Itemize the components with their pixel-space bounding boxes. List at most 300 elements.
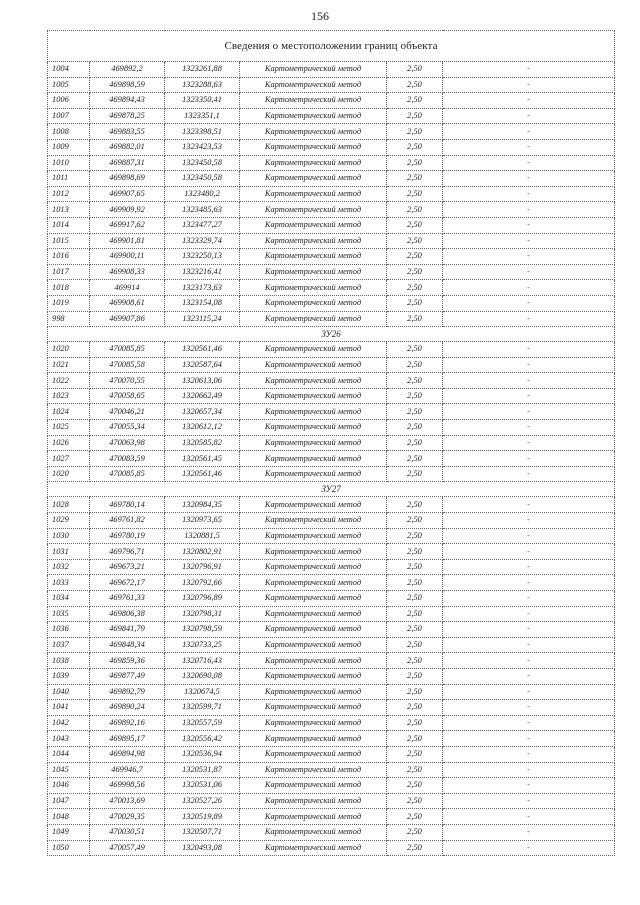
table-row (48, 342, 615, 358)
y-coordinate-cell: 1323350,41 (165, 93, 240, 109)
remark-cell: - (443, 606, 615, 622)
table-row (48, 108, 615, 124)
point-number-cell: 1036 (48, 622, 90, 638)
y-coordinate-cell: 1320973,65 (165, 513, 240, 529)
precision-cell: 2,50 (387, 684, 443, 700)
y-coordinate-cell: 1320674,5 (165, 684, 240, 700)
point-number-cell: 1049 (48, 824, 90, 840)
y-coordinate-cell: 1320557,59 (165, 715, 240, 731)
y-coordinate-cell: 1320733,25 (165, 637, 240, 653)
y-coordinate-cell: 1323261,88 (165, 62, 240, 78)
x-coordinate-cell: 469848,34 (90, 637, 165, 653)
remark-cell: - (443, 466, 615, 482)
y-coordinate-cell: 1323485,63 (165, 202, 240, 218)
remark-cell: - (443, 715, 615, 731)
method-cell: Картометрический метод (240, 233, 387, 249)
precision-cell: 2,50 (387, 762, 443, 778)
x-coordinate-cell: 469908,33 (90, 264, 165, 280)
y-coordinate-cell: 1320556,42 (165, 731, 240, 747)
x-coordinate-cell: 469806,38 (90, 606, 165, 622)
point-number-cell: 1021 (48, 357, 90, 373)
method-cell: Картометрический метод (240, 591, 387, 607)
table-row (48, 62, 615, 78)
section-label: ЗУ27 (48, 482, 615, 497)
precision-cell: 2,50 (387, 715, 443, 731)
table-row (48, 559, 615, 575)
table-row (48, 591, 615, 607)
x-coordinate-cell: 470070,55 (90, 373, 165, 389)
x-coordinate-cell: 469898,69 (90, 171, 165, 187)
x-coordinate-cell: 469890,24 (90, 700, 165, 716)
x-coordinate-cell: 470058,65 (90, 388, 165, 404)
table-row (48, 715, 615, 731)
remark-cell: - (443, 762, 615, 778)
x-coordinate-cell: 469841,79 (90, 622, 165, 638)
remark-cell: - (443, 264, 615, 280)
precision-cell: 2,50 (387, 155, 443, 171)
table-row (48, 746, 615, 762)
method-cell: Картометрический метод (240, 746, 387, 762)
point-number-cell: 1027 (48, 451, 90, 467)
method-cell: Картометрический метод (240, 124, 387, 140)
remark-cell: - (443, 139, 615, 155)
remark-cell: - (443, 809, 615, 825)
table-row (48, 171, 615, 187)
point-number-cell: 1042 (48, 715, 90, 731)
point-number-cell: 1033 (48, 575, 90, 591)
y-coordinate-cell: 1320531,87 (165, 762, 240, 778)
remark-cell: - (443, 497, 615, 513)
remark-cell: - (443, 62, 615, 78)
y-coordinate-cell: 1320716,43 (165, 653, 240, 669)
table-row (48, 249, 615, 265)
point-number-cell: 1032 (48, 559, 90, 575)
remark-cell: - (443, 124, 615, 140)
y-coordinate-cell: 1320561,46 (165, 466, 240, 482)
precision-cell: 2,50 (387, 233, 443, 249)
point-number-cell: 1019 (48, 295, 90, 311)
method-cell: Картометрический метод (240, 824, 387, 840)
point-number-cell: 1040 (48, 684, 90, 700)
x-coordinate-cell: 470013,69 (90, 793, 165, 809)
remark-cell: - (443, 778, 615, 794)
y-coordinate-cell: 1320585,82 (165, 435, 240, 451)
method-cell: Картометрический метод (240, 575, 387, 591)
remark-cell: - (443, 559, 615, 575)
point-number-cell: 1017 (48, 264, 90, 280)
table-row (48, 139, 615, 155)
y-coordinate-cell: 1320612,12 (165, 420, 240, 436)
method-cell: Картометрический метод (240, 622, 387, 638)
method-cell: Картометрический метод (240, 342, 387, 358)
y-coordinate-cell: 1323477,27 (165, 217, 240, 233)
method-cell: Картометрический метод (240, 684, 387, 700)
remark-cell: - (443, 684, 615, 700)
method-cell: Картометрический метод (240, 420, 387, 436)
table-row (48, 217, 615, 233)
precision-cell: 2,50 (387, 840, 443, 856)
method-cell: Картометрический метод (240, 840, 387, 856)
method-cell: Картометрический метод (240, 249, 387, 265)
precision-cell: 2,50 (387, 357, 443, 373)
precision-cell: 2,50 (387, 264, 443, 280)
table-row (48, 186, 615, 202)
precision-cell: 2,50 (387, 637, 443, 653)
x-coordinate-cell: 469673,21 (90, 559, 165, 575)
boundary-coordinates-table (47, 30, 615, 856)
table-row (48, 840, 615, 856)
remark-cell: - (443, 435, 615, 451)
y-coordinate-cell: 1320493,08 (165, 840, 240, 856)
point-number-cell: 1016 (48, 249, 90, 265)
x-coordinate-cell: 470085,85 (90, 342, 165, 358)
remark-cell: - (443, 357, 615, 373)
x-coordinate-cell: 469878,25 (90, 108, 165, 124)
remark-cell: - (443, 731, 615, 747)
y-coordinate-cell: 1323288,63 (165, 77, 240, 93)
table-row (48, 497, 615, 513)
precision-cell: 2,50 (387, 420, 443, 436)
x-coordinate-cell: 470083,59 (90, 451, 165, 467)
method-cell: Картометрический метод (240, 497, 387, 513)
table-row (48, 155, 615, 171)
table-row (48, 435, 615, 451)
x-coordinate-cell: 470055,34 (90, 420, 165, 436)
remark-cell: - (443, 233, 615, 249)
table-row (48, 575, 615, 591)
point-number-cell: 1011 (48, 171, 90, 187)
method-cell: Картометрический метод (240, 373, 387, 389)
method-cell: Картометрический метод (240, 700, 387, 716)
method-cell: Картометрический метод (240, 357, 387, 373)
point-number-cell: 1038 (48, 653, 90, 669)
precision-cell: 2,50 (387, 591, 443, 607)
y-coordinate-cell: 1320796,91 (165, 559, 240, 575)
table-row (48, 233, 615, 249)
y-coordinate-cell: 1323115,24 (165, 311, 240, 327)
method-cell: Картометрический метод (240, 731, 387, 747)
section-header-row (48, 327, 615, 342)
point-number-cell: 1012 (48, 186, 90, 202)
y-coordinate-cell: 1320527,26 (165, 793, 240, 809)
point-number-cell: 1046 (48, 778, 90, 794)
remark-cell: - (443, 700, 615, 716)
remark-cell: - (443, 746, 615, 762)
point-number-cell: 1023 (48, 388, 90, 404)
remark-cell: - (443, 171, 615, 187)
y-coordinate-cell: 1320798,31 (165, 606, 240, 622)
method-cell: Картометрический метод (240, 513, 387, 529)
remark-cell: - (443, 77, 615, 93)
precision-cell: 2,50 (387, 202, 443, 218)
table-row (48, 77, 615, 93)
y-coordinate-cell: 1323154,08 (165, 295, 240, 311)
remark-cell: - (443, 217, 615, 233)
method-cell: Картометрический метод (240, 93, 387, 109)
precision-cell: 2,50 (387, 606, 443, 622)
y-coordinate-cell: 1320507,71 (165, 824, 240, 840)
table-row (48, 668, 615, 684)
x-coordinate-cell: 469859,36 (90, 653, 165, 669)
table-row (48, 778, 615, 794)
precision-cell: 2,50 (387, 139, 443, 155)
method-cell: Картометрический метод (240, 778, 387, 794)
table-row (48, 311, 615, 327)
precision-cell: 2,50 (387, 497, 443, 513)
precision-cell: 2,50 (387, 186, 443, 202)
precision-cell: 2,50 (387, 311, 443, 327)
precision-cell: 2,50 (387, 668, 443, 684)
point-number-cell: 1018 (48, 280, 90, 296)
section-header-row (48, 482, 615, 497)
table-row (48, 731, 615, 747)
y-coordinate-cell: 1323423,53 (165, 139, 240, 155)
x-coordinate-cell: 470063,98 (90, 435, 165, 451)
y-coordinate-cell: 1323398,51 (165, 124, 240, 140)
method-cell: Картометрический метод (240, 295, 387, 311)
method-cell: Картометрический метод (240, 653, 387, 669)
method-cell: Картометрический метод (240, 264, 387, 280)
table-row (48, 295, 615, 311)
remark-cell: - (443, 388, 615, 404)
y-coordinate-cell: 1323216,41 (165, 264, 240, 280)
table-row (48, 684, 615, 700)
point-number-cell: 1013 (48, 202, 90, 218)
remark-cell: - (443, 824, 615, 840)
method-cell: Картометрический метод (240, 715, 387, 731)
x-coordinate-cell: 469998,56 (90, 778, 165, 794)
point-number-cell: 1050 (48, 840, 90, 856)
remark-cell: - (443, 420, 615, 436)
precision-cell: 2,50 (387, 622, 443, 638)
precision-cell: 2,50 (387, 295, 443, 311)
y-coordinate-cell: 1320662,49 (165, 388, 240, 404)
remark-cell: - (443, 622, 615, 638)
x-coordinate-cell: 469914 (90, 280, 165, 296)
x-coordinate-cell: 469761,33 (90, 591, 165, 607)
y-coordinate-cell: 1320561,46 (165, 342, 240, 358)
y-coordinate-cell: 1323480,2 (165, 186, 240, 202)
section-label: ЗУ26 (48, 327, 615, 342)
method-cell: Картометрический метод (240, 186, 387, 202)
table-row (48, 420, 615, 436)
y-coordinate-cell: 1323351,1 (165, 108, 240, 124)
x-coordinate-cell: 469907,65 (90, 186, 165, 202)
precision-cell: 2,50 (387, 575, 443, 591)
method-cell: Картометрический метод (240, 606, 387, 622)
precision-cell: 2,50 (387, 824, 443, 840)
remark-cell: - (443, 311, 615, 327)
x-coordinate-cell: 469895,17 (90, 731, 165, 747)
table-row (48, 700, 615, 716)
remark-cell: - (443, 93, 615, 109)
table-row (48, 809, 615, 825)
x-coordinate-cell: 469761,82 (90, 513, 165, 529)
method-cell: Картометрический метод (240, 217, 387, 233)
method-cell: Картометрический метод (240, 559, 387, 575)
table-row (48, 637, 615, 653)
x-coordinate-cell: 469901,81 (90, 233, 165, 249)
point-number-cell: 1037 (48, 637, 90, 653)
point-number-cell: 1029 (48, 513, 90, 529)
x-coordinate-cell: 470029,35 (90, 809, 165, 825)
x-coordinate-cell: 469900,11 (90, 249, 165, 265)
point-number-cell: 1020 (48, 466, 90, 482)
precision-cell: 2,50 (387, 171, 443, 187)
x-coordinate-cell: 469907,86 (90, 311, 165, 327)
remark-cell: - (443, 404, 615, 420)
x-coordinate-cell: 469894,98 (90, 746, 165, 762)
precision-cell: 2,50 (387, 373, 443, 389)
point-number-cell: 1034 (48, 591, 90, 607)
remark-cell: - (443, 108, 615, 124)
remark-cell: - (443, 840, 615, 856)
table-row (48, 202, 615, 218)
x-coordinate-cell: 469908,61 (90, 295, 165, 311)
x-coordinate-cell: 469894,43 (90, 93, 165, 109)
point-number-cell: 1041 (48, 700, 90, 716)
x-coordinate-cell: 469796,71 (90, 544, 165, 560)
remark-cell: - (443, 280, 615, 296)
remark-cell: - (443, 653, 615, 669)
precision-cell: 2,50 (387, 731, 443, 747)
method-cell: Картометрический метод (240, 528, 387, 544)
point-number-cell: 1008 (48, 124, 90, 140)
y-coordinate-cell: 1320657,34 (165, 404, 240, 420)
x-coordinate-cell: 469780,19 (90, 528, 165, 544)
remark-cell: - (443, 186, 615, 202)
table-row (48, 93, 615, 109)
remark-cell: - (443, 342, 615, 358)
precision-cell: 2,50 (387, 513, 443, 529)
remark-cell: - (443, 544, 615, 560)
x-coordinate-cell: 470030,51 (90, 824, 165, 840)
point-number-cell: 1044 (48, 746, 90, 762)
x-coordinate-cell: 470085,58 (90, 357, 165, 373)
point-number-cell: 1043 (48, 731, 90, 747)
table-row (48, 793, 615, 809)
point-number-cell: 1006 (48, 93, 90, 109)
y-coordinate-cell: 1320802,91 (165, 544, 240, 560)
x-coordinate-cell: 469887,31 (90, 155, 165, 171)
precision-cell: 2,50 (387, 62, 443, 78)
point-number-cell: 1026 (48, 435, 90, 451)
point-number-cell: 1005 (48, 77, 90, 93)
y-coordinate-cell: 1320690,08 (165, 668, 240, 684)
precision-cell: 2,50 (387, 388, 443, 404)
method-cell: Картометрический метод (240, 637, 387, 653)
precision-cell: 2,50 (387, 559, 443, 575)
precision-cell: 2,50 (387, 746, 443, 762)
method-cell: Картометрический метод (240, 668, 387, 684)
precision-cell: 2,50 (387, 700, 443, 716)
remark-cell: - (443, 591, 615, 607)
method-cell: Картометрический метод (240, 544, 387, 560)
table-row (48, 451, 615, 467)
x-coordinate-cell: 470057,49 (90, 840, 165, 856)
table-row (48, 466, 615, 482)
point-number-cell: 1010 (48, 155, 90, 171)
page-number: 156 (311, 9, 329, 23)
remark-cell: - (443, 202, 615, 218)
table-row (48, 762, 615, 778)
y-coordinate-cell: 1323173,63 (165, 280, 240, 296)
x-coordinate-cell: 469780,14 (90, 497, 165, 513)
method-cell: Картометрический метод (240, 171, 387, 187)
method-cell: Картометрический метод (240, 139, 387, 155)
point-number-cell: 1025 (48, 420, 90, 436)
precision-cell: 2,50 (387, 217, 443, 233)
point-number-cell: 1028 (48, 497, 90, 513)
y-coordinate-cell: 1320984,35 (165, 497, 240, 513)
y-coordinate-cell: 1320796,89 (165, 591, 240, 607)
method-cell: Картометрический метод (240, 77, 387, 93)
method-cell: Картометрический метод (240, 280, 387, 296)
point-number-cell: 998 (48, 311, 90, 327)
precision-cell: 2,50 (387, 108, 443, 124)
x-coordinate-cell: 469892,16 (90, 715, 165, 731)
point-number-cell: 1009 (48, 139, 90, 155)
point-number-cell: 1039 (48, 668, 90, 684)
table-row (48, 622, 615, 638)
remark-cell: - (443, 637, 615, 653)
precision-cell: 2,50 (387, 124, 443, 140)
remark-cell: - (443, 451, 615, 467)
table-row (48, 124, 615, 140)
remark-cell: - (443, 575, 615, 591)
y-coordinate-cell: 1323250,13 (165, 249, 240, 265)
method-cell: Картометрический метод (240, 451, 387, 467)
remark-cell: - (443, 793, 615, 809)
y-coordinate-cell: 1320881,5 (165, 528, 240, 544)
precision-cell: 2,50 (387, 809, 443, 825)
table-row (48, 544, 615, 560)
precision-cell: 2,50 (387, 466, 443, 482)
table-row (48, 373, 615, 389)
y-coordinate-cell: 1320613,06 (165, 373, 240, 389)
table-row (48, 653, 615, 669)
precision-cell: 2,50 (387, 280, 443, 296)
remark-cell: - (443, 528, 615, 544)
table-title-row (48, 31, 615, 62)
precision-cell: 2,50 (387, 249, 443, 265)
table-row (48, 606, 615, 622)
y-coordinate-cell: 1320599,71 (165, 700, 240, 716)
method-cell: Картометрический метод (240, 108, 387, 124)
y-coordinate-cell: 1323450,58 (165, 171, 240, 187)
point-number-cell: 1030 (48, 528, 90, 544)
y-coordinate-cell: 1320519,89 (165, 809, 240, 825)
point-number-cell: 1047 (48, 793, 90, 809)
precision-cell: 2,50 (387, 404, 443, 420)
precision-cell: 2,50 (387, 544, 443, 560)
precision-cell: 2,50 (387, 793, 443, 809)
method-cell: Картометрический метод (240, 762, 387, 778)
point-number-cell: 1020 (48, 342, 90, 358)
point-number-cell: 1035 (48, 606, 90, 622)
x-coordinate-cell: 469898,59 (90, 77, 165, 93)
point-number-cell: 1004 (48, 62, 90, 78)
point-number-cell: 1022 (48, 373, 90, 389)
precision-cell: 2,50 (387, 528, 443, 544)
y-coordinate-cell: 1323329,74 (165, 233, 240, 249)
x-coordinate-cell: 470046,21 (90, 404, 165, 420)
x-coordinate-cell: 469883,55 (90, 124, 165, 140)
point-number-cell: 1048 (48, 809, 90, 825)
remark-cell: - (443, 295, 615, 311)
precision-cell: 2,50 (387, 435, 443, 451)
point-number-cell: 1007 (48, 108, 90, 124)
